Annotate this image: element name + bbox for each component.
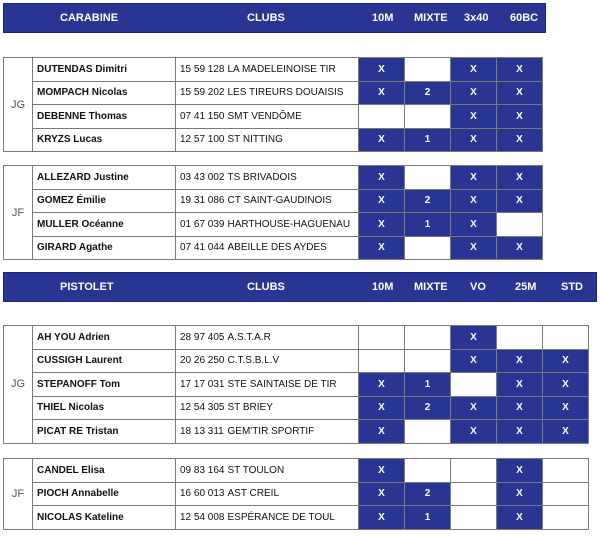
table-row [4, 506, 589, 530]
event-mark-cell [405, 58, 451, 82]
event-mark-cell: 2 [405, 189, 451, 213]
event-mark-cell [359, 326, 405, 350]
license-number: 12 54 305 [176, 396, 226, 420]
license-number: 09 83 164 [176, 459, 226, 483]
event-mark-cell: X [359, 459, 405, 483]
event-mark-cell: X [497, 236, 543, 260]
event-mark-cell: X [451, 396, 497, 420]
event-mark-cell [405, 459, 451, 483]
event-mark-cell: 1 [405, 128, 451, 152]
carabine-title: CARABINE [60, 12, 119, 24]
license-number: 19 31 086 [176, 189, 226, 213]
event-mark-cell [359, 105, 405, 129]
event-mark-cell [451, 373, 497, 397]
club-name: ESPÉRANCE DE TOUL [226, 506, 359, 530]
event-mark-cell [451, 482, 497, 506]
event-mark-cell: X [497, 459, 543, 483]
event-mark-cell: X [451, 166, 497, 190]
event-mark-cell: X [451, 189, 497, 213]
table-row [4, 105, 543, 129]
athlete-name: GIRARD Agathe [33, 236, 176, 260]
license-number: 20 26 250 [176, 349, 226, 373]
athlete-name: GOMEZ Émilie [33, 189, 176, 213]
event-mark-cell: X [497, 81, 543, 105]
license-number: 17 17 031 [176, 373, 226, 397]
event-mark-cell: 1 [405, 213, 451, 237]
event-mark-cell [497, 213, 543, 237]
event-mark-cell: 1 [405, 506, 451, 530]
table-row [4, 81, 543, 105]
event-mark-cell [497, 326, 543, 350]
carabine-col-header: 3x40 [464, 12, 489, 24]
table-row [4, 213, 543, 237]
club-name: A.S.T.A.R [226, 326, 359, 350]
table-row [4, 349, 589, 373]
club-name: TS BRIVADOIS [226, 166, 359, 190]
event-mark-cell [405, 236, 451, 260]
license-number: 01 67 039 [176, 213, 226, 237]
event-mark-cell: X [451, 128, 497, 152]
club-name: LA MADELEINOISE TIR [226, 58, 359, 82]
event-mark-cell: X [543, 349, 589, 373]
license-number: 18 13 311 [176, 420, 226, 444]
event-mark-cell: X [359, 396, 405, 420]
event-mark-cell [405, 326, 451, 350]
event-mark-cell: X [497, 105, 543, 129]
athlete-name: CANDEL Elisa [33, 459, 176, 483]
license-number: 15 59 202 [176, 81, 226, 105]
club-name: ST BRIEY [226, 396, 359, 420]
event-mark-cell: X [497, 58, 543, 82]
event-mark-cell [451, 506, 497, 530]
event-mark-cell: X [359, 58, 405, 82]
athlete-name: ALLEZARD Justine [33, 166, 176, 190]
pistolet-col-header: STD [561, 281, 583, 293]
event-mark-cell: X [451, 81, 497, 105]
event-mark-cell: X [359, 506, 405, 530]
event-mark-cell [543, 326, 589, 350]
table-row [4, 420, 589, 444]
club-name: HARTHOUSE-HAGUENAU [226, 213, 359, 237]
event-mark-cell: X [543, 396, 589, 420]
event-mark-cell: X [359, 213, 405, 237]
event-mark-cell: X [451, 349, 497, 373]
athlete-name: KRYZS Lucas [33, 128, 176, 152]
event-mark-cell: X [451, 236, 497, 260]
event-mark-cell: X [359, 420, 405, 444]
carabine-clubs-header: CLUBS [247, 12, 285, 24]
athlete-name: STEPANOFF Tom [33, 373, 176, 397]
license-number: 28 97 405 [176, 326, 226, 350]
pistolet-results-table [3, 325, 589, 444]
athlete-name: NICOLAS Kateline [33, 506, 176, 530]
license-number: 12 54 008 [176, 506, 226, 530]
athlete-name: MULLER Océanne [33, 213, 176, 237]
club-name: GEM'TIR SPORTIF [226, 420, 359, 444]
event-mark-cell: X [451, 58, 497, 82]
event-mark-cell: X [543, 373, 589, 397]
event-mark-cell: 2 [405, 482, 451, 506]
event-mark-cell: X [359, 236, 405, 260]
athlete-name: CUSSIGH Laurent [33, 349, 176, 373]
carabine-results-table [3, 57, 543, 152]
athlete-name: PIOCH Annabelle [33, 482, 176, 506]
event-mark-cell [543, 482, 589, 506]
event-mark-cell: X [451, 326, 497, 350]
athlete-name: PICAT RE Tristan [33, 420, 176, 444]
event-mark-cell: X [451, 420, 497, 444]
athlete-name: DEBENNE Thomas [33, 105, 176, 129]
carabine-results-table [3, 165, 543, 260]
event-mark-cell: X [451, 213, 497, 237]
event-mark-cell: X [359, 166, 405, 190]
event-mark-cell: X [497, 482, 543, 506]
event-mark-cell: X [359, 482, 405, 506]
carabine-col-header: 10M [372, 12, 394, 24]
table-row [4, 396, 589, 420]
carabine-col-header: MIXTE [414, 12, 448, 24]
table-row [4, 58, 543, 82]
athlete-name: MOMPACH Nicolas [33, 81, 176, 105]
table-row [4, 236, 543, 260]
license-number: 15 59 128 [176, 58, 226, 82]
athlete-name: AH YOU Adrien [33, 326, 176, 350]
license-number: 07 41 150 [176, 105, 226, 129]
club-name: ST NITTING [226, 128, 359, 152]
event-mark-cell [359, 349, 405, 373]
pistolet-header-bar [3, 272, 597, 302]
carabine-col-header: 60BC [510, 12, 539, 24]
table-row [4, 482, 589, 506]
category-label: JF [4, 459, 33, 530]
athlete-name: THIEL Nicolas [33, 396, 176, 420]
event-mark-cell: X [497, 373, 543, 397]
pistolet-title: PISTOLET [60, 281, 114, 293]
club-name: SMT VENDÔME [226, 105, 359, 129]
event-mark-cell: X [543, 420, 589, 444]
pistolet-col-header: MIXTE [414, 281, 448, 293]
event-mark-cell: X [497, 189, 543, 213]
pistolet-clubs-header: CLUBS [247, 281, 285, 293]
license-number: 03 43 002 [176, 166, 226, 190]
event-mark-cell: X [497, 128, 543, 152]
table-row [4, 326, 589, 350]
license-number: 12 57 100 [176, 128, 226, 152]
event-mark-cell: X [451, 105, 497, 129]
carabine-header-bar [3, 3, 546, 33]
table-row [4, 459, 589, 483]
event-mark-cell: X [497, 166, 543, 190]
category-label: JG [4, 326, 33, 444]
event-mark-cell: X [359, 373, 405, 397]
club-name: CT SAINT-GAUDINOIS [226, 189, 359, 213]
table-row [4, 128, 543, 152]
club-name: AST CREIL [226, 482, 359, 506]
event-mark-cell [451, 459, 497, 483]
license-number: 16 60 013 [176, 482, 226, 506]
event-mark-cell [543, 506, 589, 530]
category-label: JG [4, 58, 33, 152]
event-mark-cell: X [497, 420, 543, 444]
event-mark-cell [405, 105, 451, 129]
pistolet-results-table [3, 458, 589, 530]
athlete-name: DUTENDAS Dimitri [33, 58, 176, 82]
event-mark-cell [405, 349, 451, 373]
event-mark-cell: X [359, 128, 405, 152]
event-mark-cell [405, 420, 451, 444]
category-label: JF [4, 166, 33, 260]
club-name: LES TIREURS DOUAISIS [226, 81, 359, 105]
event-mark-cell [543, 459, 589, 483]
club-name: ST TOULON [226, 459, 359, 483]
event-mark-cell [405, 166, 451, 190]
event-mark-cell: X [497, 396, 543, 420]
event-mark-cell: X [497, 506, 543, 530]
pistolet-col-header: 25M [515, 281, 537, 293]
club-name: C.T.S.B.L.V [226, 349, 359, 373]
pistolet-col-header: VO [470, 281, 486, 293]
event-mark-cell: 2 [405, 396, 451, 420]
pistolet-col-header: 10M [372, 281, 394, 293]
table-row [4, 189, 543, 213]
club-name: ABEILLE DES AYDES [226, 236, 359, 260]
table-row [4, 166, 543, 190]
club-name: STE SAINTAISE DE TIR [226, 373, 359, 397]
event-mark-cell: X [359, 81, 405, 105]
event-mark-cell: X [497, 349, 543, 373]
table-row [4, 373, 589, 397]
license-number: 07 41 044 [176, 236, 226, 260]
event-mark-cell: X [359, 189, 405, 213]
event-mark-cell: 2 [405, 81, 451, 105]
event-mark-cell: 1 [405, 373, 451, 397]
